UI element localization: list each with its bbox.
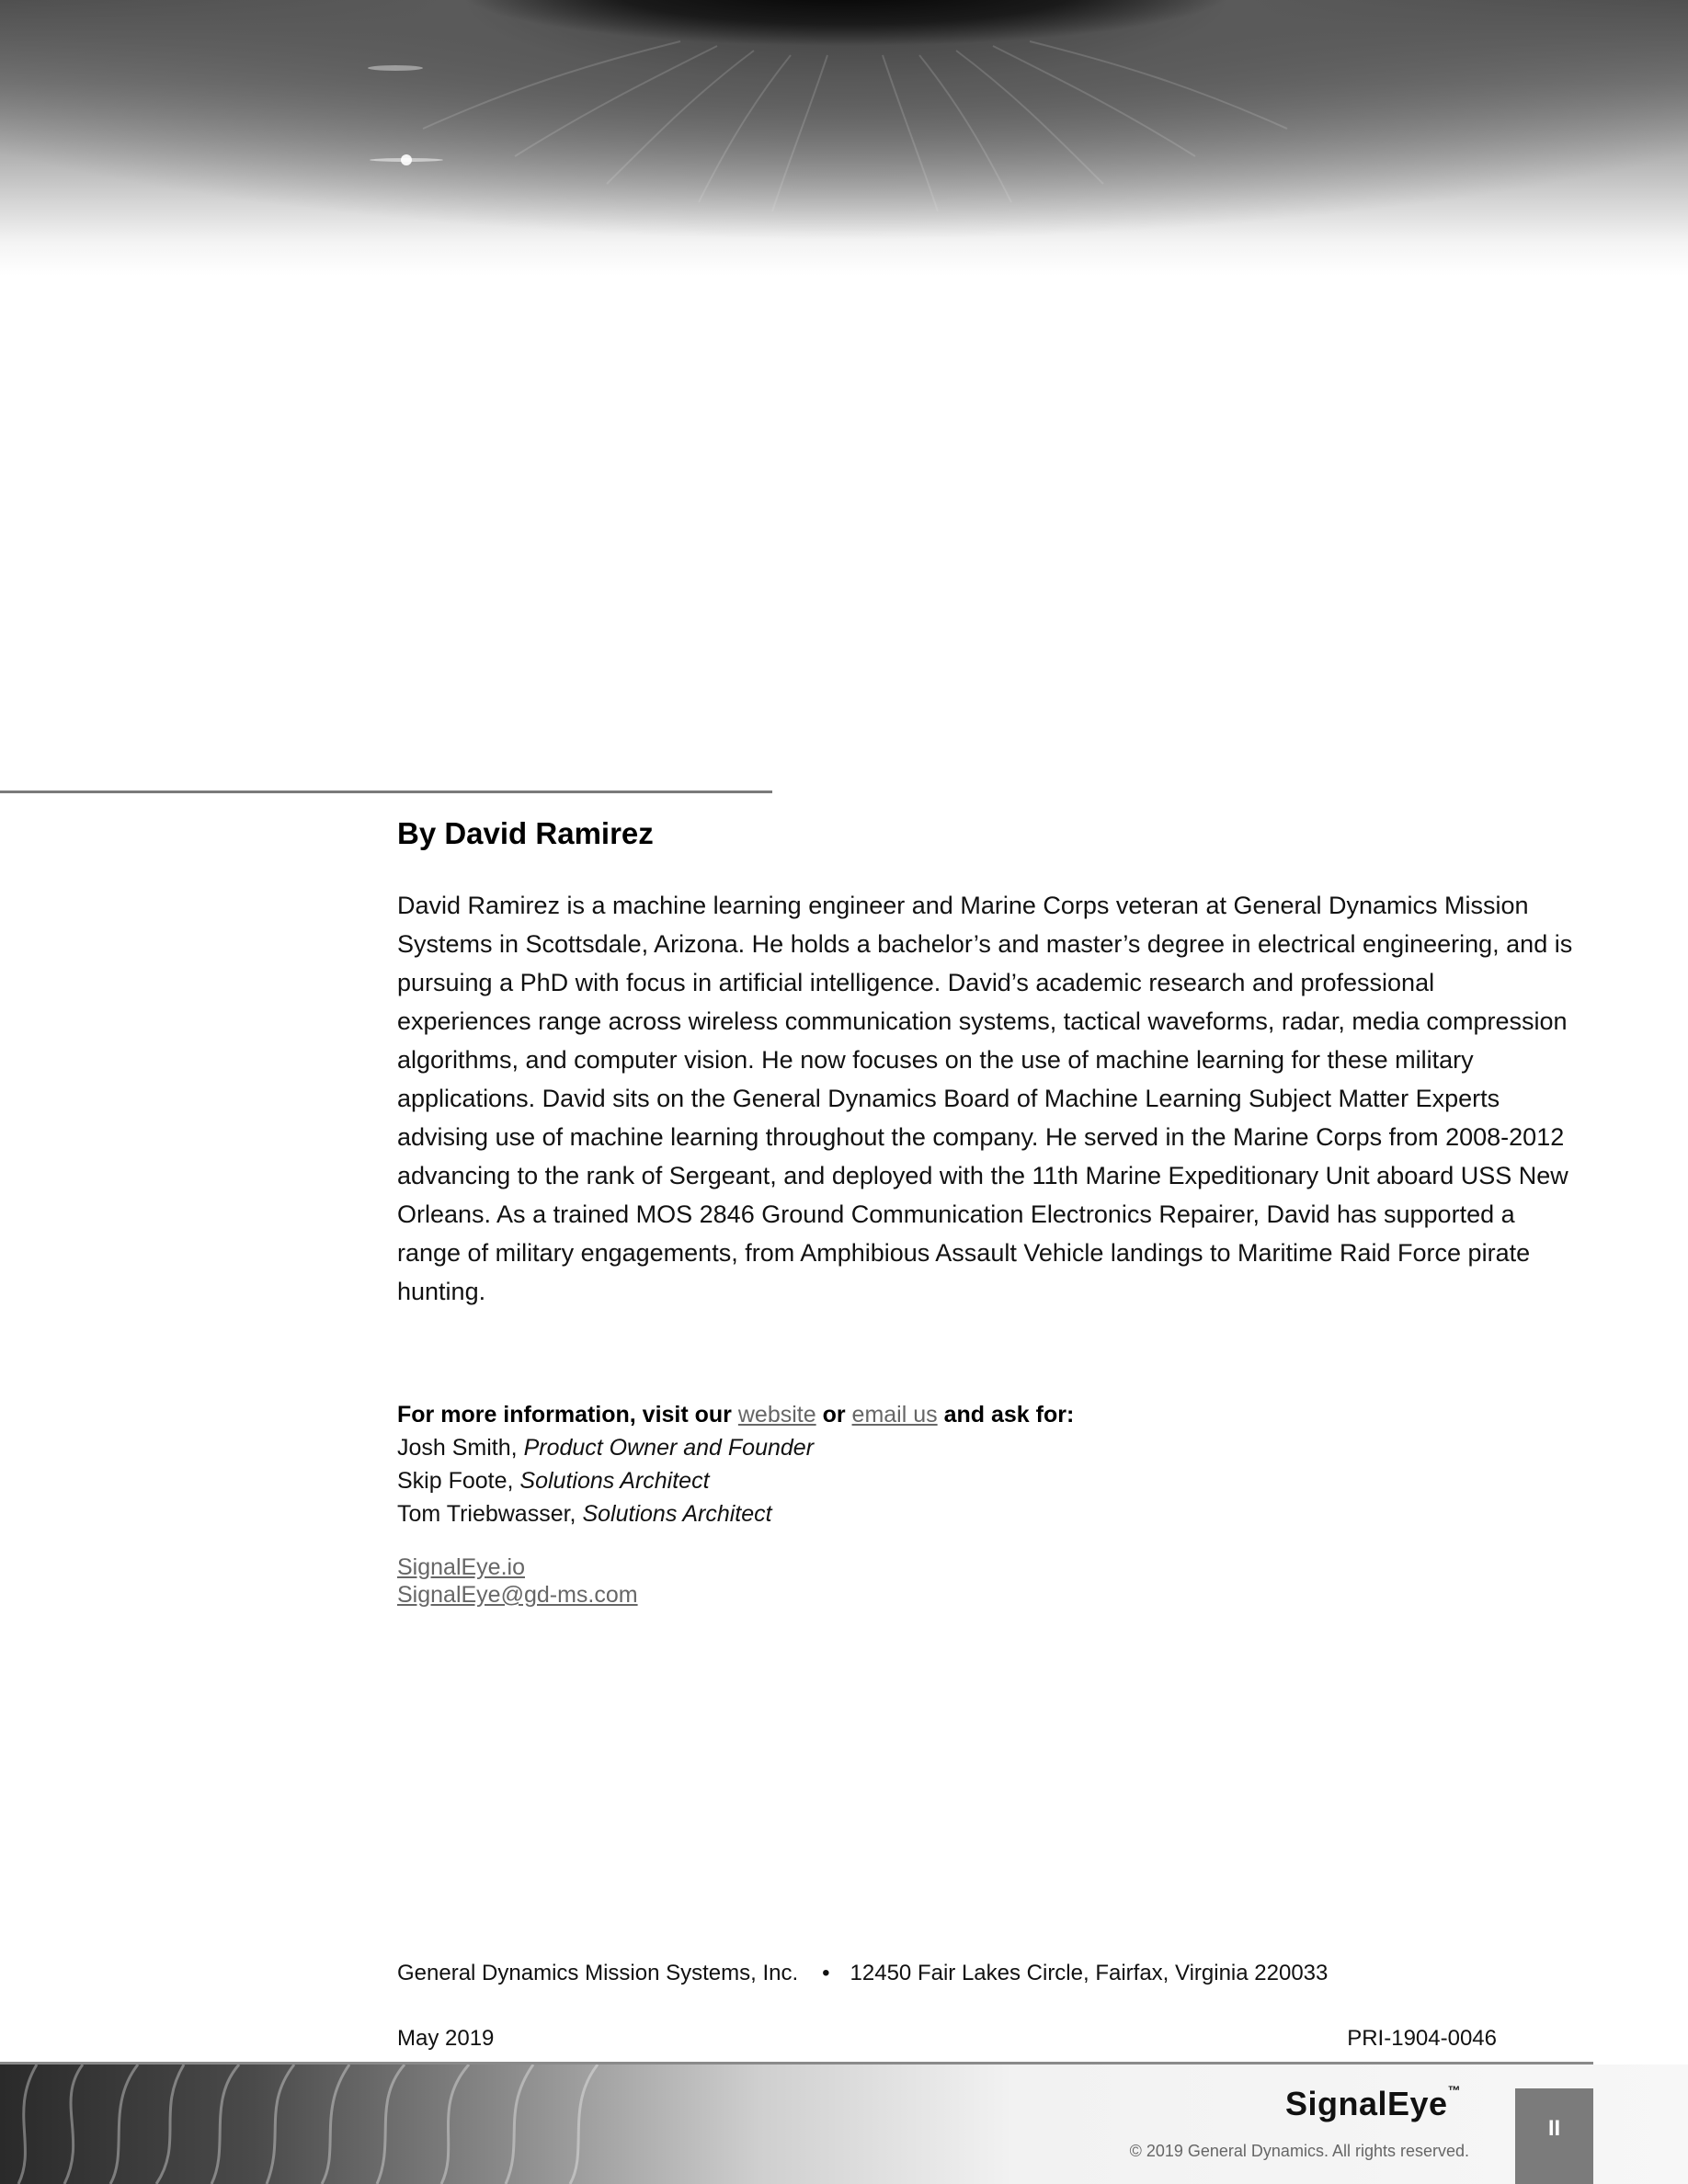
author-heading: By David Ramirez: [397, 816, 654, 850]
document-number: PRI-1904-0046: [1347, 2026, 1497, 2051]
contact-person: [397, 1464, 1500, 1497]
company-address: [397, 1961, 1328, 1986]
contact-lead-after: and ask for:: [943, 1402, 1075, 1428]
contact-person-name: Skip Foote,: [397, 1468, 514, 1494]
contact-person-role: Product Owner and Founder: [523, 1435, 815, 1461]
site-url-link[interactable]: SignalEye.io: [397, 1554, 525, 1580]
section-divider: [0, 791, 772, 793]
contact-person: [397, 1497, 1500, 1530]
page-number-tab: II: [1515, 2088, 1593, 2184]
bullet-separator: •: [822, 1961, 830, 1985]
trademark-symbol: ™: [1447, 2083, 1462, 2098]
contact-lead: [397, 1398, 1500, 1431]
contact-links: [397, 1553, 638, 1609]
footer-texture: [0, 2065, 1688, 2184]
footer-texture-band: [0, 2065, 1688, 2184]
header-eye-image: [0, 0, 1688, 276]
email-address-link[interactable]: SignalEye@gd-ms.com: [397, 1582, 638, 1608]
author-bio: David Ramirez is a machine learning engineer and Marine Corps veteran at General Dynamics Mission Systems in Scottsdale, Arizona. He holds a bachelor’s and master’s degree in electrical engineering, and is pursuing a PhD with focus in artificial intelligence. David’s academic research and professional experiences range across wireless communication systems, tactical waveforms, radar, media compression algorithms, and computer vision. He now focuses on the use of machine learning for these military applications. David sits on the General Dynamics Board of Machine Learning Subject Matter Experts advising use of machine learning throughout the company. He served in the Marine Corps from 2008-2012 advancing to the rank of Sergeant, and deployed with the 11th Marine Expeditionary Unit aboard USS New Orleans. As a trained MOS 2846 Ground Communication Electronics Repairer, David has supported a range of military engagements, from Amphibious Assault Vehicle landings to Maritime Raid Force pirate hunting.: [397, 892, 1573, 1305]
publication-date: May 2019: [397, 2026, 495, 2051]
contact-person-role: Solutions Architect: [519, 1468, 710, 1494]
brand-name: SignalEye: [1285, 2085, 1448, 2122]
contact-or-text: or: [822, 1402, 846, 1428]
website-link[interactable]: website: [737, 1402, 816, 1428]
email-us-link[interactable]: email us: [851, 1402, 938, 1428]
company-name: General Dynamics Mission Systems, Inc.: [397, 1961, 799, 1985]
contact-lead-text: For more information, visit our: [397, 1402, 732, 1428]
contact-person: [397, 1431, 1500, 1464]
signaleye-logo: [1285, 2085, 1461, 2123]
contact-person-name: Josh Smith,: [397, 1435, 518, 1461]
copyright-notice: © 2019 General Dynamics. All rights reserved.: [1129, 2142, 1469, 2160]
header-texture: [0, 0, 1688, 276]
contact-block: [397, 1398, 1500, 1530]
street-address: 12450 Fair Lakes Circle, Fairfax, Virginia 220033: [850, 1961, 1329, 1985]
contact-person-name: Tom Triebwasser,: [397, 1501, 576, 1527]
contact-person-role: Solutions Architect: [582, 1501, 772, 1527]
